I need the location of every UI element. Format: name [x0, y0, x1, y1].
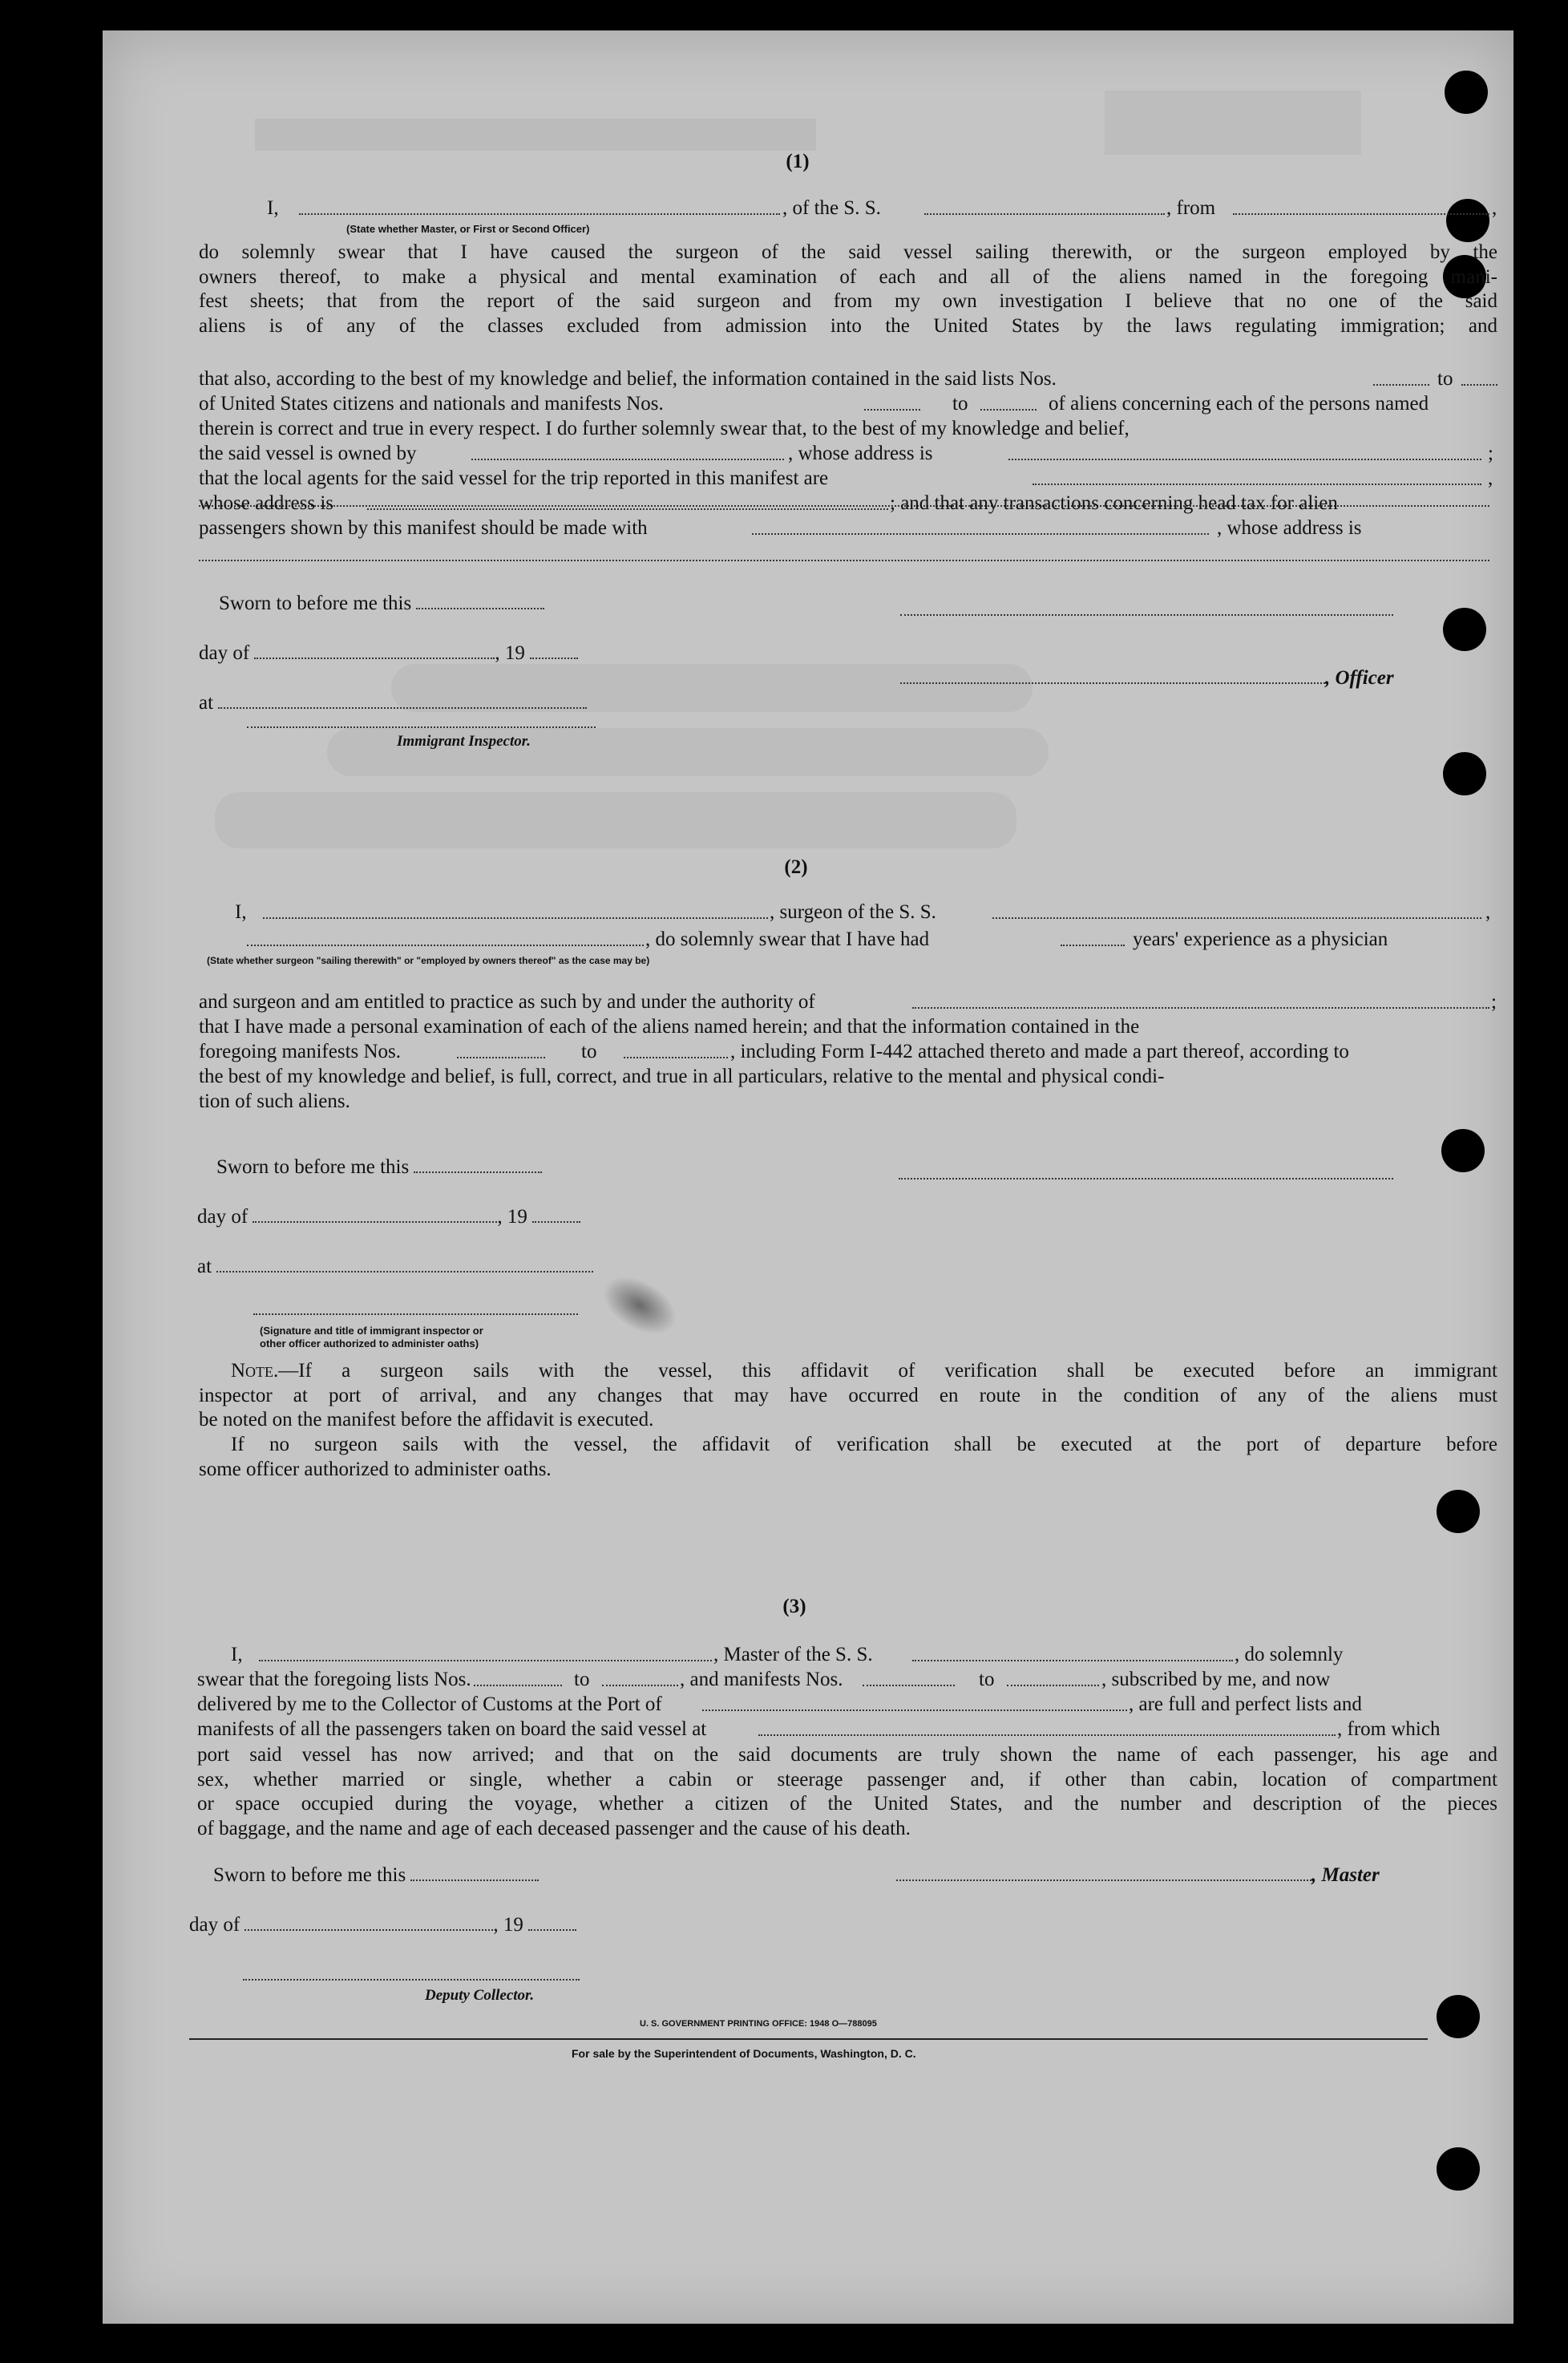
s2-signature-line	[899, 1178, 1393, 1179]
s2-surgeon-caption: (State whether surgeon "sailing therewith" or "employed by owners thereof" as the case may be)	[207, 955, 650, 966]
section-2-number: (2)	[784, 856, 808, 878]
sale-notice: For sale by the Superintendent of Documents, Washington, D. C.	[572, 2047, 916, 2060]
s1-lists-line: that also, according to the best of my knowledge and belief, the information contained in the said lists Nos. to	[199, 368, 1497, 392]
s2-inspector-signature-line	[253, 1313, 578, 1315]
s3-dayof: day of , 19	[189, 1913, 576, 1936]
punch-hole	[1443, 608, 1486, 651]
s1-address-line: whose address is ; and that any transactions concerning head tax for alien	[199, 492, 1338, 514]
punch-hole	[1441, 1129, 1485, 1172]
s2-experience-line: , do solemnly swear that I have had years' experience as a physician	[247, 929, 1497, 953]
s1-officer: , Officer	[900, 666, 1394, 690]
bleed-through-stamp	[1105, 91, 1361, 155]
s1-owned-line: the said vessel is owned by , whose address is ;	[199, 443, 1493, 464]
handwriting-smudge	[215, 792, 1016, 848]
s3-master: , Master	[896, 1863, 1380, 1887]
s2-sworn: Sworn to before me this	[216, 1155, 542, 1179]
s2-sig-caption-2: other officer authorized to administer oaths)	[260, 1337, 479, 1349]
s1-inspector-signature-line	[247, 726, 596, 728]
s1-address-continuation	[199, 560, 1489, 561]
s2-aliens-line: tion of such aliens.	[199, 1090, 350, 1112]
s2-authority-line: and surgeon and am entitled to practice as such by and under the authority of ;	[199, 991, 1497, 1013]
s3-body	[197, 1743, 1497, 1842]
note-line: be noted on the manifest before the affidavit is executed.	[199, 1409, 654, 1431]
s3-sworn: Sworn to before me this	[213, 1863, 539, 1887]
s3-vessel-line: manifests of all the passengers taken on board the said vessel at , from which	[197, 1718, 1441, 1740]
s1-line: fest sheets; that from the report of the said surgeon and from my own investigation I believe that no one of the said	[199, 290, 1497, 313]
s2-intro-line: I, , surgeon of the S. S. ,	[235, 901, 1491, 923]
punch-hole	[1437, 1995, 1480, 2038]
s1-headtax-line: passengers shown by this manifest should be made with , whose address is	[199, 517, 1362, 539]
s3-line: or space occupied during the voyage, whether a citizen of the United States, and the number and description of the pieces	[197, 1793, 1497, 1815]
punch-hole	[1437, 1490, 1480, 1533]
s1-at: at	[199, 691, 587, 714]
s2-dayof: day of , 19	[197, 1205, 580, 1228]
s3-line: of baggage, and the name and age of each deceased passenger and the cause of his death.	[197, 1818, 911, 1840]
section-3-number: (3)	[782, 1596, 806, 1617]
note-line: If no surgeon sails with the vessel, the affidavit of verification shall be executed at the port of departure before	[231, 1434, 1497, 1456]
s1-line: do solemnly swear that I have caused the surgeon of the said vessel sailing therewith, or the surgeon employed by the	[199, 241, 1497, 263]
s3-line: sex, whether married or single, whether a cabin or steerage passenger and, if other than cabin, location of compartment	[197, 1768, 1497, 1790]
s2-note	[199, 1359, 1497, 1483]
note-line: Note.—If a surgeon sails with the vessel, this affidavit of verification shall be executed before an immigrant	[231, 1360, 1497, 1382]
ink-smudge	[593, 1264, 687, 1346]
punch-hole	[1445, 71, 1488, 114]
footer-rule	[189, 2038, 1428, 2040]
section-1-number: (1)	[786, 151, 810, 172]
note-line: some officer authorized to administer oaths.	[199, 1458, 552, 1480]
note-line: inspector at port of arrival, and any changes that may have occurred en route in the condition of any of the aliens must	[199, 1384, 1497, 1406]
gpo-imprint: U. S. GOVERNMENT PRINTING OFFICE: 1948 O—788095	[640, 2019, 877, 2029]
s2-belief-line: the best of my knowledge and belief, is full, correct, and true in all particulars, relative to the mental and physical condi-	[199, 1066, 1165, 1087]
s2-examination-line: that I have made a personal examination of each of the aliens named herein; and that the information contained in the	[199, 1016, 1140, 1038]
s1-manifests-line: of United States citizens and nationals and manifests Nos. to of aliens concerning each of the persons named	[199, 393, 1429, 415]
s1-line: owners thereof, to make a physical and mental examination of each and all of the aliens named in the foregoing mani-	[199, 265, 1497, 288]
s1-body	[199, 241, 1497, 339]
s1-therein-line: therein is correct and true in every respect. I do further solemnly swear that, to the best of my knowledge and belief,	[199, 418, 1130, 439]
s3-deputy-caption: Deputy Collector.	[425, 1987, 535, 2004]
s1-officer-signature-line	[900, 614, 1393, 616]
s1-inspector-caption: Immigrant Inspector.	[397, 733, 531, 750]
s2-at: at	[197, 1255, 593, 1278]
s3-lists-line: swear that the foregoing lists Nos. to , and manifests Nos. to , subscribed by me, and now	[197, 1669, 1331, 1690]
punch-hole	[1443, 752, 1486, 795]
punch-hole	[1437, 2147, 1480, 2191]
s1-dayof: day of , 19	[199, 641, 578, 665]
s3-intro-line: I, , Master of the S. S. , do solemnly	[231, 1644, 1344, 1665]
bleed-through-header	[255, 119, 816, 151]
s3-deputy-signature-line	[243, 1979, 580, 1981]
s3-line: port said vessel has now arrived; and that on the said documents are truly shown the name of each passenger, his age and	[197, 1744, 1497, 1766]
s1-officer-caption: (State whether Master, or First or Second Officer)	[346, 223, 590, 235]
s1-agents-line: that the local agents for the said vessel for the trip reported in this manifest are ,	[199, 467, 1493, 489]
s1-line: aliens is of any of the classes excluded from admission into the United States by the laws regulating immigration; and	[199, 315, 1497, 338]
s2-sig-caption-1: (Signature and title of immigrant inspector or	[260, 1325, 483, 1337]
s3-port-line: delivered by me to the Collector of Customs at the Port of , are full and perfect lists and	[197, 1693, 1362, 1715]
s2-manifests-line: foregoing manifests Nos. to , including Form I-442 attached thereto and made a part thereof, according to	[199, 1041, 1349, 1062]
s1-sworn: Sworn to before me this	[219, 592, 544, 615]
manifest-page: (1) I, , of the S. S. , from , (State whether Master, or First or Second Officer) do solemnly swear that I have caused the surgeon of the said vessel sailing therewith, or the surgeon employed by the owners thereof, to make a physical and mental examination of each and all of the aliens named in the foregoing mani- fest sheets; that from the report of the said surgeon and from my own investigation I believe that no one of the said aliens is of any of the classes excluded from admission into the United States by the laws regulating immigration; and that also, according to the best of my knowledge and belief, the information contained in the said lists Nos. to of United States citizens and nationals and manifests Nos. to of aliens concerning each of the persons named therein is correct and true in every respect. I do further solemnly swear that, to the best of my knowledge and belief, the said vessel is owned by , whose address is ; that the local agents for the said vessel for the trip reported in this manifest are , whose address is ; and that any transactions concerning head tax for alien passengers shown by this manifest should be made with , whose address is Sworn to before me this day of , 19 , Officer at Immigrant Inspector. (2) I, , surgeon of the S. S. , , do solemnly swear that I have had years' experience as a physician (State whether surgeon "sailing therewith" or "employed by owners thereof" as the case may be) and surgeon and am entitled to practice as such by and under the authority of ; that I have made a personal examination of each of the aliens named herein; and that the information contained in the foregoing manifests Nos. to , including Form I-442 attached thereto and made a part thereof, according to the best of my knowledge and belief, is full, correct, and true in all particulars, relative to the mental and physical condi- tion of such aliens. Sworn to before me this day of , 19 at (Signature and title of immigrant inspector or other officer authorized to administer oaths) Note.—If a surgeon sails with the vessel, this affidavit of verification shall be executed before an immigrant inspector at port of arrival, and any changes that may have occurred en route in the condition of any of the aliens must be noted on the manifest before the affidavit is executed. If no surgeon sails with the vessel, the affidavit of verification shall be executed at the port of departure before some officer authorized to administer oaths. (3) I, , Master of the S. S. , do solemnly swear that the foregoing lists Nos. to , and manifests Nos. to , subscribed by me, and now delivered by me to the Collector of Customs at the Port of , are full and perfect lists and manifests of all the passengers taken on board the said vessel at , from which port said vessel has now arrived; and that on the said documents are truly shown the name of each passenger, his age and sex, whether married or single, whether a cabin or steerage passenger and, if other than cabin, location of compartment or space occupied during the voyage, whether a citizen of the United States, and the number and description of the pieces of baggage, and the name and age of each deceased passenger and the cause of his death. Sworn to before me this , Master day of , 19 Deputy Collector. U. S. GOVERNMENT PRINTING OFFICE: 1948 O—788095 For sale by the Superintendent of Documents, Washington, D. C.	[103, 30, 1513, 2324]
